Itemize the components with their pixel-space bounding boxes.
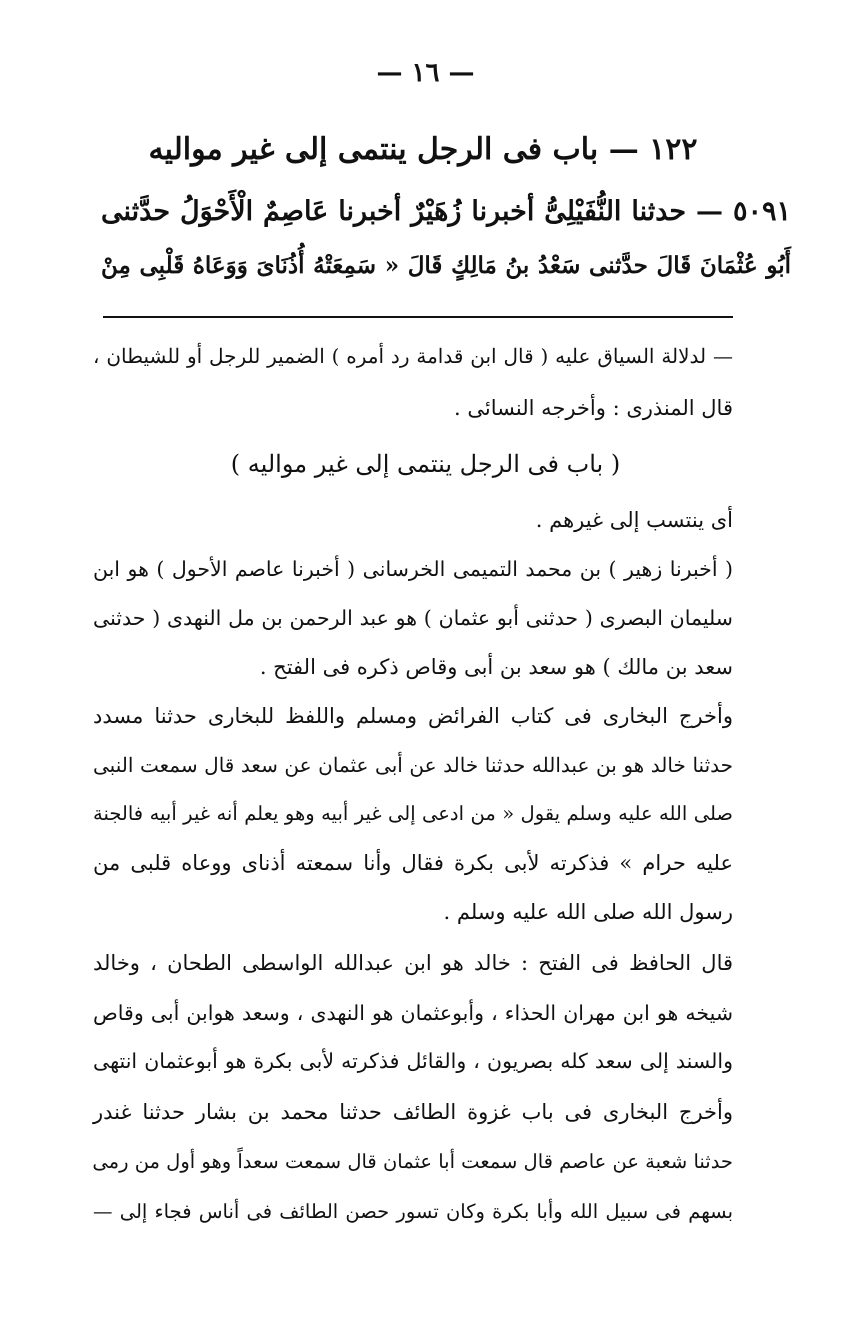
chapter-heading: ١٢٢ — باب فى الرجل ينتمى إلى غير مواليه — [148, 132, 698, 167]
commentary-line: والسند إلى سعد كله بصريون ، والقائل فذكرته لأبى بكرة هو أبوعثمان انتهى — [93, 1049, 733, 1073]
commentary-line: وأخرج البخارى فى باب غزوة الطائف حدثنا محمد بن بشار حدثنا غندر — [93, 1100, 733, 1124]
commentary-line: عليه حرام » فذكرته لأبى بكرة فقال وأنا سمعته أذناى ووعاه قلبى من — [93, 851, 733, 875]
page-number: — ١٦ — — [376, 58, 475, 88]
commentary-line: سليمان البصرى ( حدثنى أبو عثمان ) هو عبد الرحمن بن مل النهدى ( حدثنى — [93, 606, 733, 630]
commentary-line: حدثنا شعبة عن عاصم قال سمعت أبا عثمان قال سمعت سعداً وهو أول من رمى — [92, 1150, 733, 1173]
commentary-line: — لدلالة السياق عليه ( قال ابن قدامة رد أمره ) الضمير للرجل أو للشيطان ، — [93, 344, 733, 368]
commentary-line: أى ينتسب إلى غيرهم . — [535, 508, 733, 532]
commentary-line: وأخرج البخارى فى كتاب الفرائض ومسلم واللفظ للبخارى حدثنا مسدد — [93, 704, 733, 728]
commentary-line: بسهم فى سبيل الله وأبا بكرة وكان تسور حصن الطائف فى أناس فجاء إلى — — [93, 1200, 733, 1223]
commentary-line: قال الحافظ فى الفتح : خالد هو ابن عبدالله الواسطى الطحان ، وخالد — [93, 951, 733, 975]
commentary-heading: ( باب فى الرجل ينتمى إلى غير مواليه ) — [230, 450, 621, 478]
commentary-line: رسول الله صلى الله عليه وسلم . — [443, 900, 733, 924]
footnote-divider — [103, 316, 733, 318]
commentary-line: قال المنذرى : وأخرجه النسائى . — [454, 396, 733, 420]
hadith-line: أَبُو عُثْمَانَ قَالَ حدَّثنى سَعْدُ بنُ مَالِكٍ قَالَ « سَمِعَتْهُ أُذُنَاىَ وَوَعَاهُ قَلْبِى مِنْ — [101, 252, 791, 279]
commentary-line: صلى الله عليه وسلم يقول « من ادعى إلى غير أبيه وهو يعلم أنه غير أبيه فالجنة — [93, 802, 733, 825]
commentary-line: شيخه هو ابن مهران الحذاء ، وأبوعثمان هو النهدى ، وسعد هوابن أبى وقاص — [93, 1001, 733, 1025]
commentary-line: سعد بن مالك ) هو سعد بن أبى وقاص ذكره فى الفتح . — [259, 655, 733, 679]
commentary-line: ( أخبرنا زهير ) بن محمد التميمى الخرسانى ( أخبرنا عاصم الأحول ) هو ابن — [93, 557, 733, 581]
hadith-line: ٥٠٩١ — حدثنا النُّفَيْلِىُّ أخبرنا زُهَيْرٌ أخبرنا عَاصِمٌ الْأَحْوَلُ حدَّثنى — [101, 196, 791, 227]
commentary-line: حدثنا خالد هو بن عبدالله حدثنا خالد عن أبى عثمان عن سعد قال سمعت النبى — [93, 753, 733, 777]
